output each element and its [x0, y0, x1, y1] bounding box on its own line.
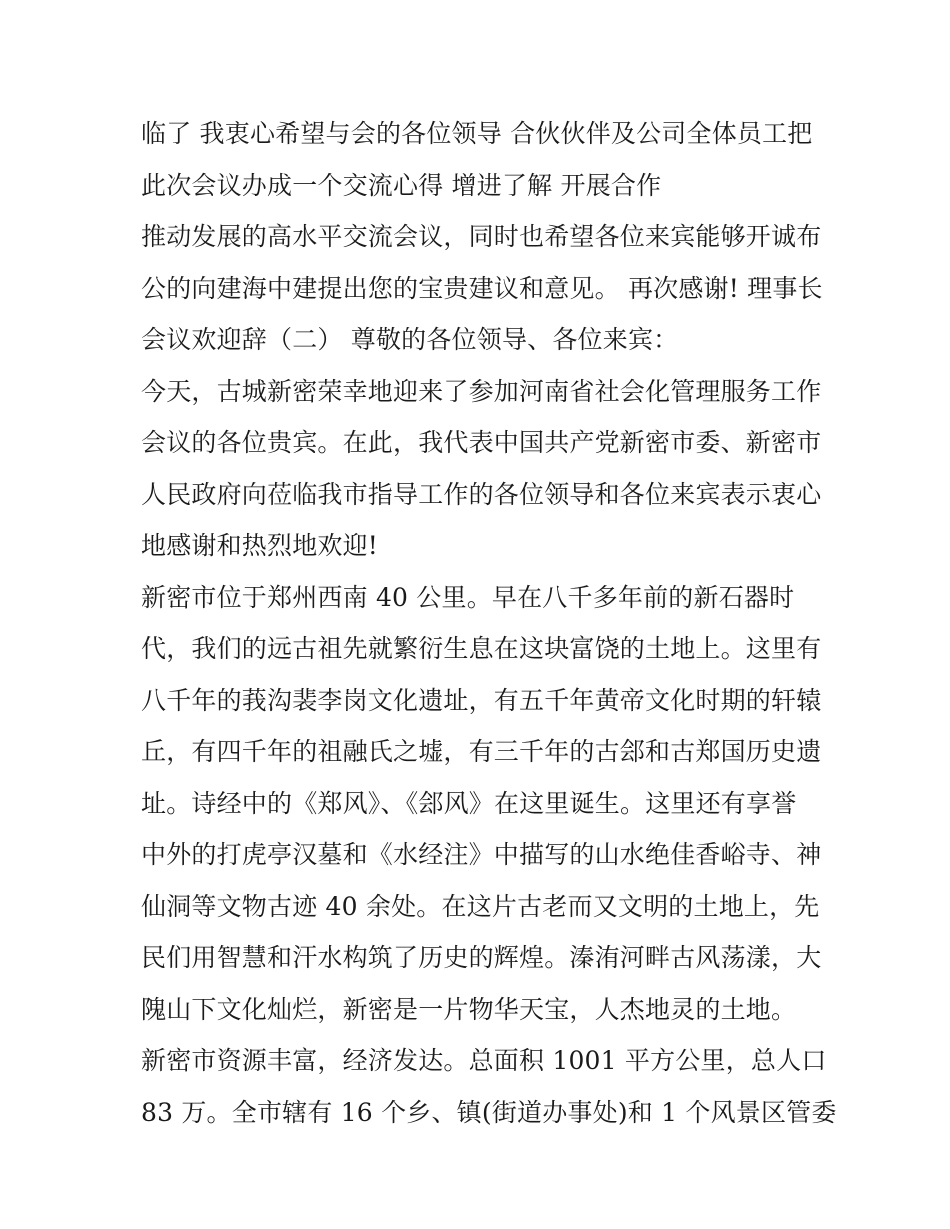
text-line: 公的向建海中建提出您的宝贵建议和意见。 再次感谢! 理事长 [141, 273, 823, 303]
text-line: 民们用智慧和汗水构筑了历史的辉煌。溱洧河畔古风荡漾，大 [141, 943, 822, 972]
text-line: 会议的各位贵宾。在此，我代表中国共产党新密市委、新密市 [141, 428, 822, 457]
text-line: 新密市位于郑州西南 40 公里。早在八千多年前的新石器时 [141, 582, 795, 612]
text-line: 临了 我衷心希望与会的各位领导 合伙伙伴及公司全体员工把 [141, 119, 813, 148]
text-line: 中外的打虎亭汉墓和《水经注》中描写的山水绝佳香峪寺、神 [141, 840, 822, 869]
text-line: 隗山下文化灿烂，新密是一片物华天宝，人杰地灵的土地。 [141, 994, 797, 1024]
text-line: 此次会议办成一个交流心得 增进了解 开展合作 [141, 170, 662, 200]
text-line: 推动发展的高水平交流会议，同时也希望各位来宾能够开诚布 [141, 222, 822, 251]
text-line: 址。诗经中的《郑风》、《郐风》在这里诞生。这里还有享誉 [141, 788, 797, 818]
text-line: 新密市资源丰富，经济发达。总面积 1001 平方公里，总人口 [141, 1046, 827, 1075]
text-line: 八千年的莪沟裴李岗文化遗址，有五千年黄帝文化时期的轩辕 [141, 685, 822, 715]
text-line: 会议欢迎辞（二） 尊敬的各位领导、各位来宾： [141, 325, 679, 354]
text-line: 83 万。全市辖有 16 个乡、镇(街道办事处)和 1 个风景区管委 [141, 1097, 837, 1127]
text-line: 人民政府向莅临我市指导工作的各位领导和各位来宾表示衷心 [141, 479, 822, 509]
text-line: 今天，古城新密荣幸地迎来了参加河南省社会化管理服务工作 [141, 376, 822, 406]
text-line: 代，我们的远古祖先就繁衍生息在这块富饶的土地上。这里有 [141, 634, 822, 663]
text-line: 地感谢和热烈地欢迎! [141, 531, 379, 560]
document-body [141, 108, 837, 1138]
text-line: 仙洞等文物古迹 40 余处。在这片古老而又文明的土地上，先 [141, 891, 820, 921]
text-line: 丘，有四千年的祖融氏之墟，有三千年的古郐和古郑国历史遗 [141, 737, 822, 766]
